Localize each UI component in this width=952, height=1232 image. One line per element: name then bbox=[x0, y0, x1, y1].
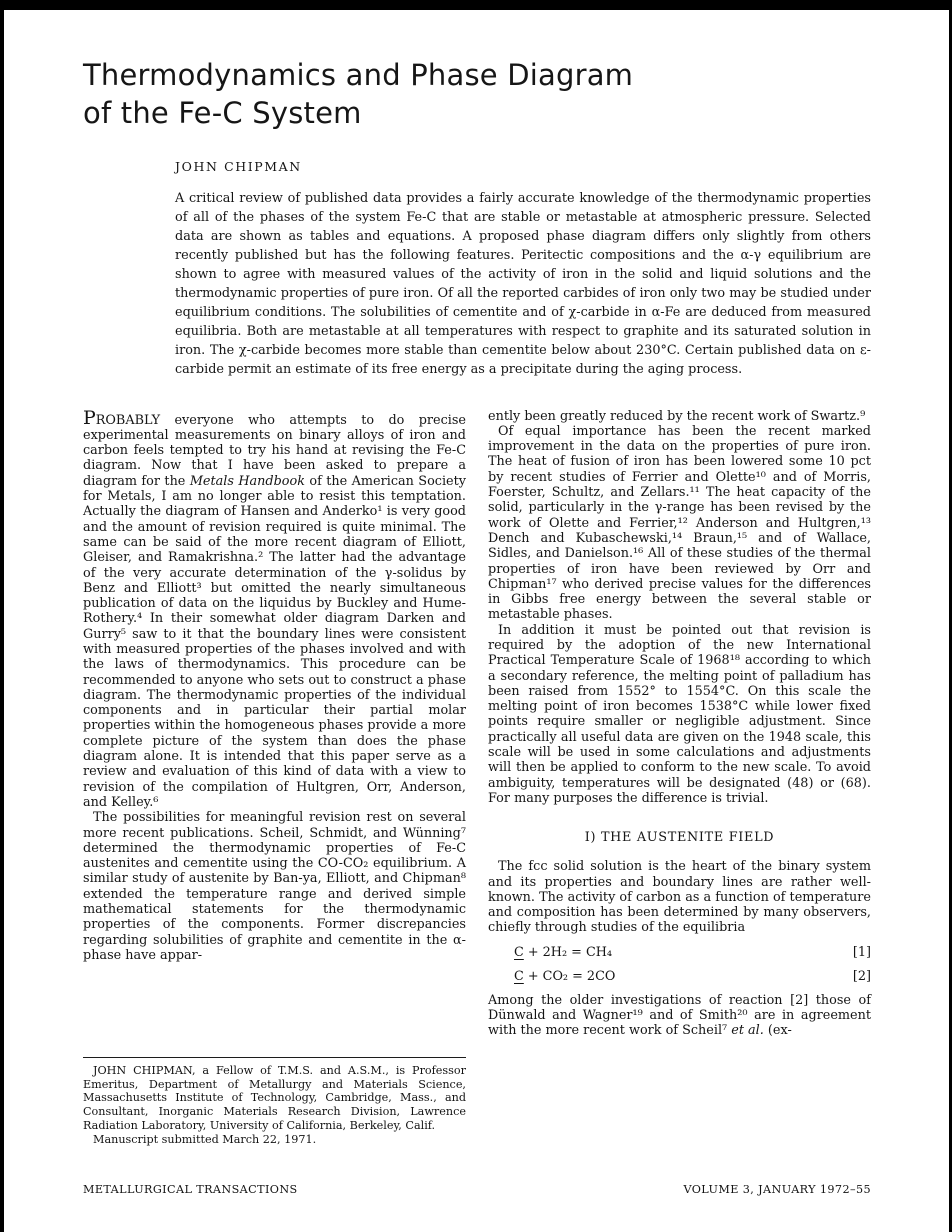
equation-2 bbox=[488, 969, 871, 984]
equation-terms: + 2H₂ = CH₄ bbox=[523, 944, 613, 960]
article-title bbox=[83, 56, 871, 133]
equation-1 bbox=[488, 945, 871, 960]
equation-1-number: [1] bbox=[852, 944, 871, 960]
equation-1-expression bbox=[514, 945, 612, 960]
scan-edge-top bbox=[0, 0, 952, 10]
page-content bbox=[4, 10, 949, 1232]
body-paragraph-4: Of equal importance has been the recent marked improvement in the data on the properties of pure iron. The heat of fusion of iron has been lowered some 10 pct by recent studies of Ferrier and Olette¹⁰ and of Morris, Foerster, Schultz, and Zellars.¹¹ The heat capacity of the solid, particularly in the γ-range has been revised by the work of Olette and Ferrier,¹² Anderson and Hultgren,¹³ Dench and Kubaschewski,¹⁴ Braun,¹⁵ and of Wallace, Sidles, and Danielson.¹⁶ All of these studies of the thermal properties of iron have been reviewed by Orr and Chipman¹⁷ who derived precise values for the differences in Gibbs free energy between the several stable or metastable phases. bbox=[488, 423, 871, 623]
underlined-carbon: C bbox=[514, 968, 524, 984]
body-columns bbox=[83, 406, 871, 1147]
italic-book-title: Metals Handbook bbox=[189, 473, 305, 489]
underlined-carbon: C bbox=[514, 944, 524, 960]
equation-2-expression bbox=[514, 969, 615, 984]
paragraph-text: of the American Society for Metals, I am no longer able to resist this temptation. Actually the diagram of Hansen and Anderko¹ is very good and the amount of revision required is quite minimal. The same can be said of the more recent diagram of Elliott, Gleiser, and Ramakrishna.² The latter had the advantage of the very accurate determination of the γ-solidus by Benz and Elliott³ but omitted the nearly simultaneous publication of data on the liquidus by Buckley and Hume-Rothery.⁴ In their somewhat older diagram Darken and Gurry⁵ saw to it that the boundary lines were consistent with measured properties of the phases involved and with the laws of thermodynamics. This procedure can be recommended to anyone who sets out to construct a phase diagram. The thermodynamic properties of the individual components and in particular their partial molar properties within the homogeneous phases provide a more complete picture of the system than does the phase diagram alone. It is intended that this paper serve as a review and evaluation of this kind of data with a view to revision of the compilation of Hultgren, Orr, Anderson, and Kelley.⁶ bbox=[83, 473, 466, 810]
abstract-text: A critical review of published data provides a fairly accurate knowledge of the thermodynamic properties of all of the phases of the system Fe-C that are stable or metastable at atmospheric pressure. Selected data are shown as tables and equations. A proposed phase diagram differs only slightly from others recently published but has the following features. Peritectic compositions and the α-γ equilibrium are shown to agree with measured values of the activity of iron in the solid and liquid solutions and the thermodynamic properties of pure iron. Of all the reported carbides of iron only two may be studied under equilibrium conditions. The solubilities of cementite and of χ-carbide in α-Fe are deduced from measured equilibria. Both are metastable at all temperatures with respect to graphite and its saturated solution in iron. The χ-carbide becomes more stable than cementite below about 230°C. Certain published data on ε-carbide permit an estimate of its free energy as a precipitate during the aging process. bbox=[175, 190, 871, 377]
paragraph-text: everyone who attempts to do precise experimental measurements on binary alloys of iron and carbon feels tempted to try his hand at revising the Fe-C diagram. Now that I have been asked to prepare a diagram for the bbox=[83, 412, 466, 489]
body-paragraph-5: In addition it must be pointed out that revision is required by the adoption of the new International Practical Temperature Scale of 1968¹⁸ according to which a secondary reference, the melting point of palladium has been raised from 1552° to 1554°C. On this scale the melting point of iron becomes 1538°C while lower fixed points require smaller or negligible adjustment. Since practically all useful data are given on the 1948 scale, this scale will be used in some calculations and adjustments will then be applied to conform to the new scale. To avoid ambiguity, temperatures will be designated (48) or (68). For many purposes the difference is trivial. bbox=[488, 622, 871, 806]
page-footer bbox=[83, 1183, 871, 1196]
equation-terms: + CO₂ = 2CO bbox=[523, 968, 616, 984]
article-title-line2: of the Fe-C System bbox=[83, 96, 362, 131]
article-title-line1: Thermodynamics and Phase Diagram bbox=[83, 58, 634, 92]
footnote-manuscript-date: Manuscript submitted March 22, 1971. bbox=[93, 1132, 317, 1146]
paragraph-text: Among the older investigations of reaction [2] those of Dünwald and Wagner¹⁹ and of Smith²⁰ are in agreement with the more recent work of Scheil⁷ bbox=[488, 992, 871, 1039]
body-paragraph-1 bbox=[83, 406, 466, 811]
footnote-rule bbox=[83, 1057, 466, 1058]
lead-word-rest: ROBABLY bbox=[95, 412, 161, 428]
section-heading-austenite-field: I) THE AUSTENITE FIELD bbox=[584, 830, 775, 846]
footer-volume-info: VOLUME 3, JANUARY 1972–55 bbox=[683, 1183, 871, 1196]
body-paragraph-6: The fcc solid solution is the heart of the binary system and its properties and boundary lines are rather well-known. The activity of carbon as a function of temperature and composition has been determined by many observers, chiefly through studies of the equilibria bbox=[488, 859, 871, 936]
equation-2-number: [2] bbox=[852, 968, 871, 984]
body-paragraph-2: The possibilities for meaningful revision rest on several more recent publications. Scheil, Schmidt, and Wünning⁷ determined the thermodynamic properties of Fe-C austenites and cementite using the CO-CO₂ equilibrium. A similar study of austenite by Ban-ya, Elliott, and Chipman⁸ extended the temperature range and derived simple mathematical statements for the thermodynamic properties of the components. Former discrepancies regarding solubilities of graphite and cementite in the α-phase have appar- bbox=[83, 810, 466, 963]
author-name: JOHN CHIPMAN bbox=[175, 158, 302, 174]
body-paragraph-3: ently been greatly reduced by the recent work of Swartz.⁹ bbox=[488, 408, 866, 424]
lead-capital: P bbox=[83, 406, 96, 429]
footnote bbox=[83, 1049, 466, 1147]
footer-journal-name: METALLURGICAL TRANSACTIONS bbox=[83, 1183, 298, 1196]
footnote-affiliation: JOHN CHIPMAN, a Fellow of T.M.S. and A.S.M., is Professor Emeritus, Department of Metallurgy and Materials Science, Massachusetts Institute of Technology, Cambridge, Mass., and Consultant, Inorganic Materials Research Division, Lawrence Radiation Laboratory, University of California, Berkeley, Calif. bbox=[83, 1063, 466, 1132]
body-paragraph-7 bbox=[488, 993, 871, 1039]
italic-et-al: et al. bbox=[731, 1023, 764, 1039]
left-column bbox=[83, 406, 466, 1147]
right-column bbox=[488, 409, 871, 1147]
paragraph-text: (ex- bbox=[763, 1023, 792, 1039]
